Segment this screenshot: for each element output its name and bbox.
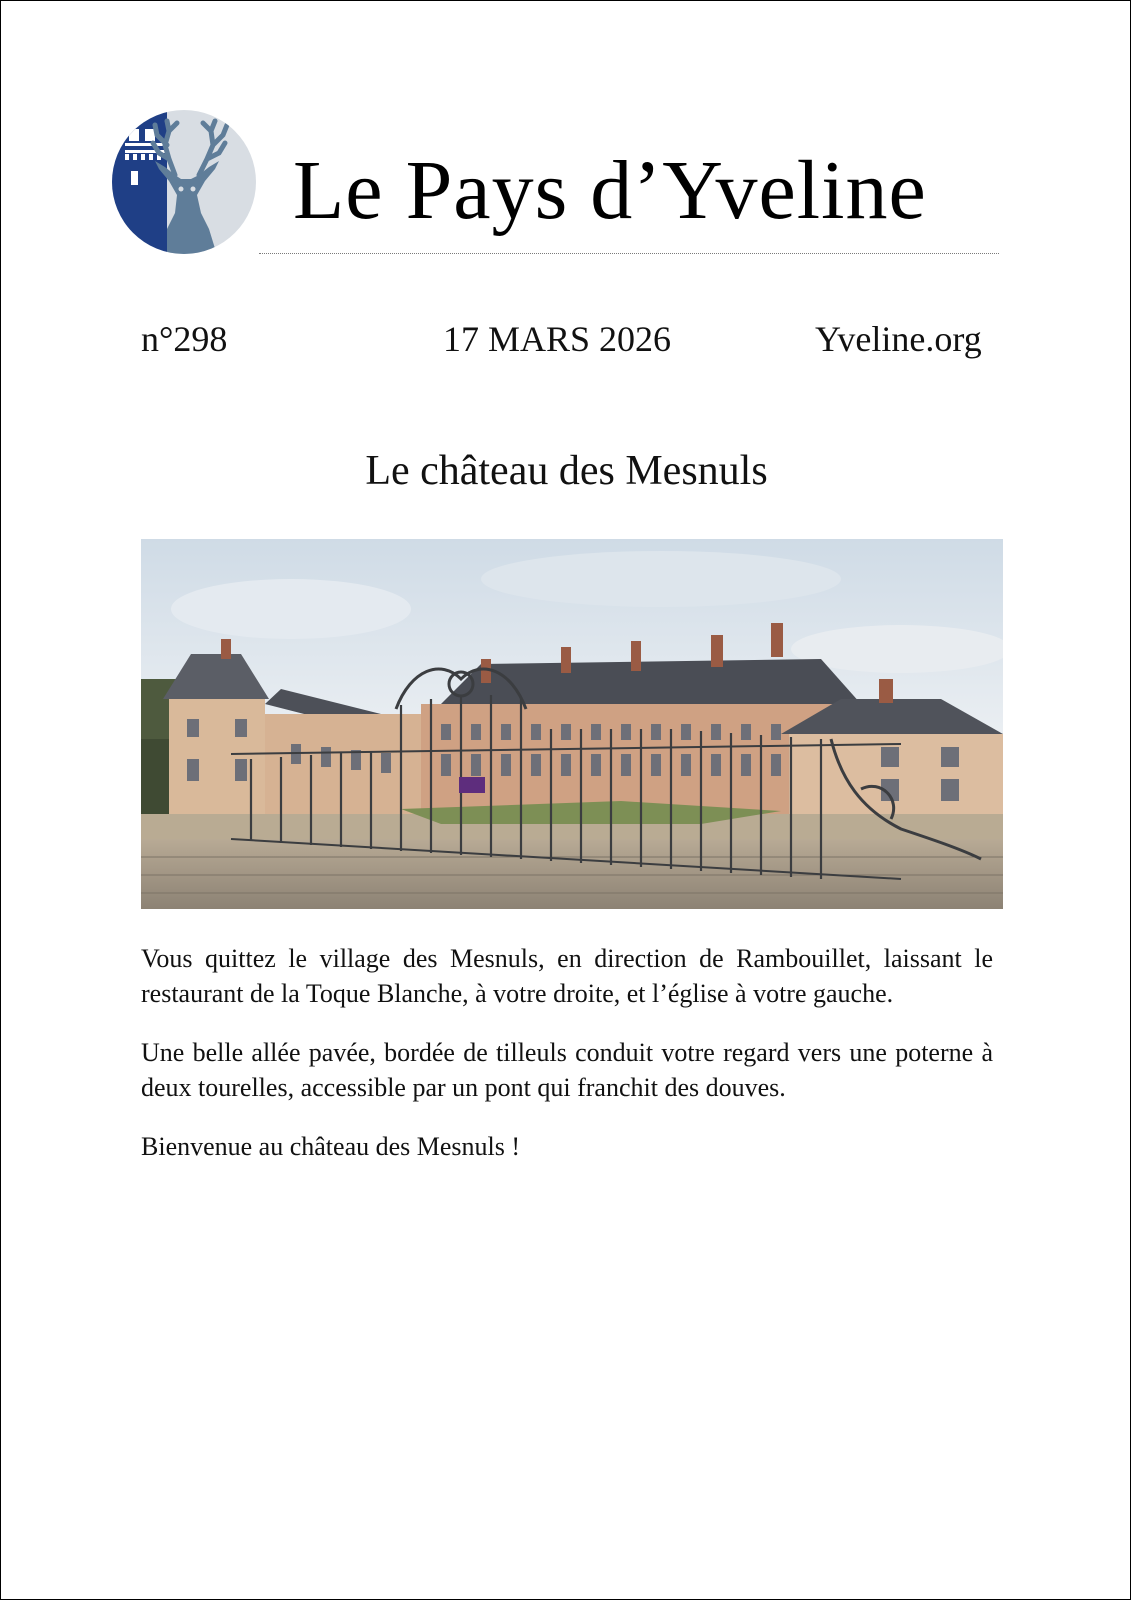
issue-date: 17 MARS 2026 [443,319,672,359]
article-paragraph-1: Vous quittez le village des Mesnuls, en direction de Rambouillet, laissant le restaurant de la Toque Blanche, à votre droite, et l’église à votre gauche. [141,944,993,1008]
masthead-divider [259,253,999,254]
stag-tower-logo [111,109,257,255]
masthead-title: Le Pays d’Yveline [293,144,927,237]
article-paragraph-2: Une belle allée pavée, bordée de tilleuls conduit votre regard vers une poterne à deux tourelles, accessible par un pont qui franchit des douves. [141,1038,993,1102]
issue-number: n°298 [141,319,228,359]
article-title: Le château des Mesnuls [365,448,768,494]
article-paragraph-3: Bienvenue au château des Mesnuls ! [141,1132,521,1161]
article-body [141,941,993,1188]
chateau-photo [141,539,1003,909]
website-address: Yveline.org [815,319,982,359]
